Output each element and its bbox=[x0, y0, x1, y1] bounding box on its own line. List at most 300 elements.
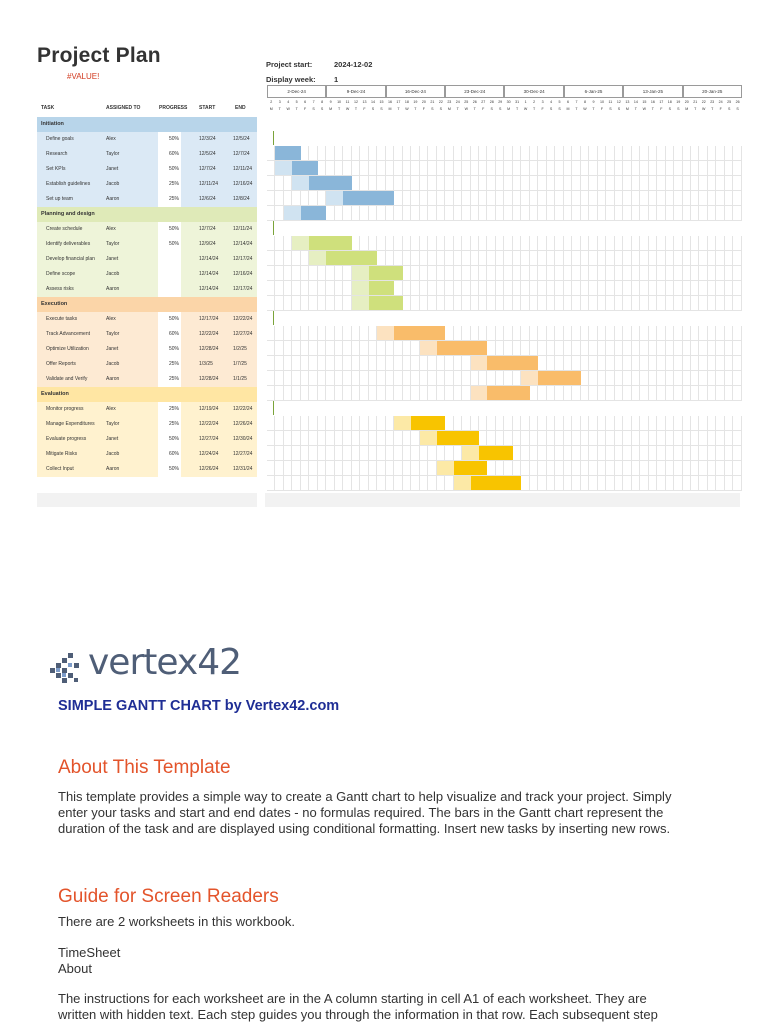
gantt-day-cell[interactable] bbox=[496, 281, 504, 296]
gantt-day-cell[interactable] bbox=[581, 461, 589, 476]
gantt-day-cell[interactable] bbox=[623, 446, 631, 461]
gantt-day-cell[interactable] bbox=[649, 191, 657, 206]
task-row[interactable] bbox=[37, 252, 257, 268]
gantt-day-cell[interactable] bbox=[377, 476, 385, 491]
gantt-day-cell[interactable] bbox=[572, 266, 580, 281]
gantt-day-cell[interactable] bbox=[445, 251, 453, 266]
gantt-day-cell[interactable] bbox=[428, 476, 436, 491]
gantt-day-cell[interactable] bbox=[555, 176, 563, 191]
task-name[interactable]: Establish guidelines bbox=[46, 181, 91, 187]
gantt-day-cell[interactable] bbox=[479, 191, 487, 206]
task-end-date[interactable]: 1/1/25 bbox=[233, 376, 247, 382]
gantt-day-cell[interactable] bbox=[581, 191, 589, 206]
gantt-day-cell[interactable] bbox=[301, 461, 309, 476]
gantt-day-cell[interactable] bbox=[386, 206, 394, 221]
gantt-day-cell[interactable] bbox=[615, 281, 623, 296]
gantt-day-cell[interactable] bbox=[275, 191, 283, 206]
gantt-day-cell[interactable] bbox=[454, 266, 462, 281]
gantt-day-cell[interactable] bbox=[699, 326, 707, 341]
gantt-day-cell[interactable] bbox=[267, 416, 275, 431]
gantt-day-cell[interactable] bbox=[598, 446, 606, 461]
gantt-day-cell[interactable] bbox=[623, 206, 631, 221]
gantt-day-cell[interactable] bbox=[352, 176, 360, 191]
gantt-day-cell[interactable] bbox=[369, 146, 377, 161]
gantt-day-cell[interactable] bbox=[725, 431, 733, 446]
gantt-day-cell[interactable] bbox=[708, 476, 716, 491]
gantt-day-cell[interactable] bbox=[623, 161, 631, 176]
gantt-day-cell[interactable] bbox=[538, 431, 546, 446]
gantt-day-cell[interactable] bbox=[666, 266, 674, 281]
gantt-day-cell[interactable] bbox=[369, 476, 377, 491]
gantt-day-cell[interactable] bbox=[733, 236, 741, 251]
task-row[interactable] bbox=[37, 222, 257, 238]
task-start-date[interactable]: 12/11/24 bbox=[199, 181, 219, 187]
gantt-day-cell[interactable] bbox=[284, 296, 292, 311]
gantt-day-cell[interactable] bbox=[725, 206, 733, 221]
gantt-day-cell[interactable] bbox=[691, 161, 699, 176]
gantt-day-cell[interactable] bbox=[386, 341, 394, 356]
gantt-day-cell[interactable] bbox=[674, 446, 682, 461]
gantt-day-cell[interactable] bbox=[640, 281, 648, 296]
task-assignee[interactable]: Jacob bbox=[106, 361, 120, 367]
gantt-day-cell[interactable] bbox=[547, 251, 555, 266]
task-assignee[interactable]: Janet bbox=[106, 256, 119, 262]
gantt-day-cell[interactable] bbox=[352, 341, 360, 356]
gantt-day-cell[interactable] bbox=[716, 461, 724, 476]
task-progress[interactable]: 50% bbox=[158, 162, 181, 177]
gantt-day-cell[interactable] bbox=[352, 356, 360, 371]
task-assignee[interactable]: Jacob bbox=[106, 271, 120, 277]
gantt-day-cell[interactable] bbox=[377, 356, 385, 371]
phase-row[interactable] bbox=[37, 207, 257, 222]
gantt-day-cell[interactable] bbox=[598, 326, 606, 341]
gantt-day-cell[interactable] bbox=[699, 476, 707, 491]
gantt-day-cell[interactable] bbox=[386, 446, 394, 461]
gantt-day-cell[interactable] bbox=[572, 446, 580, 461]
gantt-day-cell[interactable] bbox=[615, 461, 623, 476]
gantt-day-cell[interactable] bbox=[411, 176, 419, 191]
gantt-day-cell[interactable] bbox=[301, 326, 309, 341]
gantt-day-cell[interactable] bbox=[564, 281, 572, 296]
gantt-day-cell[interactable] bbox=[377, 461, 385, 476]
gantt-day-cell[interactable] bbox=[471, 251, 479, 266]
gantt-day-cell[interactable] bbox=[386, 371, 394, 386]
gantt-day-cell[interactable] bbox=[275, 326, 283, 341]
gantt-day-cell[interactable] bbox=[649, 236, 657, 251]
gantt-day-cell[interactable] bbox=[352, 446, 360, 461]
gantt-day-cell[interactable] bbox=[666, 371, 674, 386]
gantt-day-cell[interactable] bbox=[428, 281, 436, 296]
gantt-day-cell[interactable] bbox=[674, 206, 682, 221]
gantt-day-cell[interactable] bbox=[674, 326, 682, 341]
gantt-day-cell[interactable] bbox=[267, 386, 275, 401]
gantt-day-cell[interactable] bbox=[564, 341, 572, 356]
task-start-date[interactable]: 12/19/24 bbox=[199, 406, 219, 412]
gantt-day-cell[interactable] bbox=[699, 341, 707, 356]
gantt-day-cell[interactable] bbox=[504, 416, 512, 431]
gantt-day-cell[interactable] bbox=[267, 341, 275, 356]
gantt-task-bar[interactable] bbox=[309, 236, 351, 250]
gantt-day-cell[interactable] bbox=[369, 326, 377, 341]
gantt-day-cell[interactable] bbox=[725, 176, 733, 191]
gantt-day-cell[interactable] bbox=[513, 176, 521, 191]
gantt-day-cell[interactable] bbox=[572, 161, 580, 176]
gantt-day-cell[interactable] bbox=[725, 146, 733, 161]
gantt-day-cell[interactable] bbox=[581, 251, 589, 266]
gantt-day-cell[interactable] bbox=[649, 326, 657, 341]
gantt-day-cell[interactable] bbox=[589, 191, 597, 206]
task-row[interactable] bbox=[37, 447, 257, 463]
gantt-day-cell[interactable] bbox=[496, 191, 504, 206]
gantt-day-cell[interactable] bbox=[657, 476, 665, 491]
gantt-day-cell[interactable] bbox=[581, 431, 589, 446]
task-end-date[interactable]: 12/17/24 bbox=[233, 286, 253, 292]
gantt-day-cell[interactable] bbox=[437, 356, 445, 371]
gantt-day-cell[interactable] bbox=[462, 266, 470, 281]
gantt-day-cell[interactable] bbox=[369, 206, 377, 221]
gantt-day-cell[interactable] bbox=[292, 266, 300, 281]
gantt-day-cell[interactable] bbox=[521, 161, 529, 176]
gantt-day-cell[interactable] bbox=[708, 371, 716, 386]
gantt-day-cell[interactable] bbox=[598, 176, 606, 191]
gantt-day-cell[interactable] bbox=[666, 341, 674, 356]
task-progress[interactable]: 50% bbox=[158, 432, 181, 447]
gantt-day-cell[interactable] bbox=[403, 356, 411, 371]
gantt-day-cell[interactable] bbox=[352, 206, 360, 221]
gantt-day-cell[interactable] bbox=[487, 206, 495, 221]
gantt-day-cell[interactable] bbox=[377, 446, 385, 461]
gantt-day-cell[interactable] bbox=[403, 161, 411, 176]
gantt-day-cell[interactable] bbox=[530, 161, 538, 176]
gantt-day-cell[interactable] bbox=[445, 266, 453, 281]
gantt-day-cell[interactable] bbox=[513, 341, 521, 356]
task-name[interactable]: Assess risks bbox=[46, 286, 74, 292]
gantt-day-cell[interactable] bbox=[657, 371, 665, 386]
gantt-day-cell[interactable] bbox=[394, 356, 402, 371]
gantt-day-cell[interactable] bbox=[411, 461, 419, 476]
gantt-day-cell[interactable] bbox=[716, 206, 724, 221]
gantt-day-cell[interactable] bbox=[716, 446, 724, 461]
gantt-day-cell[interactable] bbox=[513, 281, 521, 296]
gantt-day-cell[interactable] bbox=[377, 431, 385, 446]
gantt-day-cell[interactable] bbox=[555, 476, 563, 491]
gantt-day-cell[interactable] bbox=[521, 341, 529, 356]
gantt-day-cell[interactable] bbox=[598, 206, 606, 221]
gantt-day-cell[interactable] bbox=[716, 191, 724, 206]
gantt-day-cell[interactable] bbox=[267, 431, 275, 446]
gantt-day-cell[interactable] bbox=[699, 296, 707, 311]
gantt-day-cell[interactable] bbox=[564, 386, 572, 401]
gantt-day-cell[interactable] bbox=[504, 461, 512, 476]
gantt-day-cell[interactable] bbox=[564, 446, 572, 461]
gantt-day-cell[interactable] bbox=[666, 326, 674, 341]
gantt-day-cell[interactable] bbox=[598, 281, 606, 296]
gantt-day-cell[interactable] bbox=[699, 416, 707, 431]
gantt-day-cell[interactable] bbox=[555, 251, 563, 266]
gantt-day-cell[interactable] bbox=[318, 191, 326, 206]
gantt-day-cell[interactable] bbox=[530, 386, 538, 401]
gantt-day-cell[interactable] bbox=[547, 176, 555, 191]
gantt-day-cell[interactable] bbox=[343, 146, 351, 161]
gantt-day-cell[interactable] bbox=[318, 341, 326, 356]
gantt-day-cell[interactable] bbox=[292, 281, 300, 296]
gantt-task-bar[interactable] bbox=[394, 326, 445, 340]
gantt-day-cell[interactable] bbox=[589, 296, 597, 311]
gantt-day-cell[interactable] bbox=[683, 386, 691, 401]
gantt-day-cell[interactable] bbox=[360, 161, 368, 176]
gantt-day-cell[interactable] bbox=[292, 356, 300, 371]
gantt-day-cell[interactable] bbox=[547, 146, 555, 161]
gantt-day-cell[interactable] bbox=[504, 341, 512, 356]
gantt-day-cell[interactable] bbox=[674, 191, 682, 206]
gantt-day-cell[interactable] bbox=[674, 356, 682, 371]
gantt-day-cell[interactable] bbox=[275, 281, 283, 296]
task-end-date[interactable]: 12/5/24 bbox=[233, 136, 250, 142]
gantt-day-cell[interactable] bbox=[504, 431, 512, 446]
gantt-day-cell[interactable] bbox=[318, 146, 326, 161]
gantt-day-cell[interactable] bbox=[360, 371, 368, 386]
gantt-day-cell[interactable] bbox=[437, 296, 445, 311]
gantt-day-cell[interactable] bbox=[547, 236, 555, 251]
gantt-day-cell[interactable] bbox=[589, 476, 597, 491]
gantt-day-cell[interactable] bbox=[640, 476, 648, 491]
gantt-day-cell[interactable] bbox=[454, 161, 462, 176]
gantt-day-cell[interactable] bbox=[309, 356, 317, 371]
gantt-day-cell[interactable] bbox=[386, 356, 394, 371]
task-end-date[interactable]: 12/16/24 bbox=[233, 271, 253, 277]
gantt-day-cell[interactable] bbox=[360, 236, 368, 251]
gantt-day-cell[interactable] bbox=[666, 236, 674, 251]
gantt-day-cell[interactable] bbox=[513, 206, 521, 221]
gantt-day-cell[interactable] bbox=[275, 236, 283, 251]
gantt-day-cell[interactable] bbox=[547, 326, 555, 341]
gantt-day-cell[interactable] bbox=[428, 236, 436, 251]
gantt-day-cell[interactable] bbox=[632, 281, 640, 296]
gantt-day-cell[interactable] bbox=[292, 371, 300, 386]
task-assignee[interactable]: Janet bbox=[106, 436, 119, 442]
gantt-day-cell[interactable] bbox=[504, 251, 512, 266]
gantt-day-cell[interactable] bbox=[326, 371, 334, 386]
task-end-date[interactable]: 12/7/24 bbox=[233, 151, 250, 157]
gantt-day-cell[interactable] bbox=[403, 431, 411, 446]
gantt-task-bar[interactable] bbox=[538, 371, 580, 385]
gantt-day-cell[interactable] bbox=[487, 371, 495, 386]
gantt-day-cell[interactable] bbox=[589, 461, 597, 476]
task-name[interactable]: Offer Reports bbox=[46, 361, 76, 367]
gantt-day-cell[interactable] bbox=[530, 476, 538, 491]
gantt-day-cell[interactable] bbox=[284, 266, 292, 281]
gantt-day-cell[interactable] bbox=[547, 386, 555, 401]
gantt-day-cell[interactable] bbox=[513, 446, 521, 461]
gantt-day-cell[interactable] bbox=[462, 206, 470, 221]
gantt-day-cell[interactable] bbox=[487, 266, 495, 281]
task-row[interactable] bbox=[37, 177, 257, 193]
gantt-day-cell[interactable] bbox=[606, 191, 614, 206]
gantt-day-cell[interactable] bbox=[326, 446, 334, 461]
gantt-day-cell[interactable] bbox=[615, 236, 623, 251]
gantt-day-cell[interactable] bbox=[632, 431, 640, 446]
gantt-day-cell[interactable] bbox=[666, 461, 674, 476]
gantt-day-cell[interactable] bbox=[699, 446, 707, 461]
gantt-day-cell[interactable] bbox=[640, 146, 648, 161]
gantt-day-cell[interactable] bbox=[445, 191, 453, 206]
gantt-day-cell[interactable] bbox=[403, 371, 411, 386]
gantt-day-cell[interactable] bbox=[318, 296, 326, 311]
gantt-day-cell[interactable] bbox=[674, 296, 682, 311]
gantt-day-cell[interactable] bbox=[445, 371, 453, 386]
task-progress[interactable]: 50% bbox=[158, 462, 181, 477]
gantt-day-cell[interactable] bbox=[318, 161, 326, 176]
gantt-day-cell[interactable] bbox=[581, 356, 589, 371]
gantt-day-cell[interactable] bbox=[301, 356, 309, 371]
gantt-day-cell[interactable] bbox=[267, 146, 275, 161]
gantt-day-cell[interactable] bbox=[683, 251, 691, 266]
task-row[interactable] bbox=[37, 147, 257, 163]
gantt-day-cell[interactable] bbox=[683, 281, 691, 296]
gantt-day-cell[interactable] bbox=[292, 296, 300, 311]
gantt-day-cell[interactable] bbox=[335, 431, 343, 446]
gantt-day-cell[interactable] bbox=[538, 191, 546, 206]
gantt-day-cell[interactable] bbox=[538, 356, 546, 371]
gantt-day-cell[interactable] bbox=[725, 356, 733, 371]
gantt-day-cell[interactable] bbox=[538, 176, 546, 191]
gantt-day-cell[interactable] bbox=[555, 266, 563, 281]
gantt-day-cell[interactable] bbox=[267, 326, 275, 341]
gantt-day-cell[interactable] bbox=[674, 281, 682, 296]
gantt-day-cell[interactable] bbox=[352, 476, 360, 491]
gantt-day-cell[interactable] bbox=[699, 266, 707, 281]
gantt-day-cell[interactable] bbox=[335, 341, 343, 356]
gantt-day-cell[interactable] bbox=[479, 416, 487, 431]
task-start-date[interactable]: 12/27/24 bbox=[199, 436, 219, 442]
gantt-day-cell[interactable] bbox=[606, 371, 614, 386]
gantt-day-cell[interactable] bbox=[623, 416, 631, 431]
gantt-day-cell[interactable] bbox=[657, 191, 665, 206]
gantt-day-cell[interactable] bbox=[615, 386, 623, 401]
phase-row[interactable] bbox=[37, 117, 257, 132]
gantt-day-cell[interactable] bbox=[564, 206, 572, 221]
gantt-day-cell[interactable] bbox=[683, 206, 691, 221]
gantt-day-cell[interactable] bbox=[657, 236, 665, 251]
task-progress[interactable]: 60% bbox=[158, 447, 181, 462]
gantt-day-cell[interactable] bbox=[716, 386, 724, 401]
gantt-day-cell[interactable] bbox=[496, 296, 504, 311]
gantt-day-cell[interactable] bbox=[352, 461, 360, 476]
gantt-day-cell[interactable] bbox=[420, 206, 428, 221]
gantt-day-cell[interactable] bbox=[606, 176, 614, 191]
gantt-day-cell[interactable] bbox=[326, 416, 334, 431]
gantt-day-cell[interactable] bbox=[564, 161, 572, 176]
gantt-day-cell[interactable] bbox=[386, 416, 394, 431]
gantt-day-cell[interactable] bbox=[640, 236, 648, 251]
gantt-day-cell[interactable] bbox=[343, 281, 351, 296]
gantt-day-cell[interactable] bbox=[454, 251, 462, 266]
gantt-day-cell[interactable] bbox=[403, 281, 411, 296]
gantt-day-cell[interactable] bbox=[564, 176, 572, 191]
gantt-day-cell[interactable] bbox=[666, 476, 674, 491]
display-week-value[interactable]: 1 bbox=[334, 75, 339, 84]
gantt-day-cell[interactable] bbox=[343, 431, 351, 446]
gantt-task-bar[interactable] bbox=[411, 416, 445, 430]
gantt-day-cell[interactable] bbox=[437, 371, 445, 386]
gantt-day-cell[interactable] bbox=[360, 206, 368, 221]
gantt-day-cell[interactable] bbox=[284, 476, 292, 491]
gantt-day-cell[interactable] bbox=[733, 386, 741, 401]
gantt-day-cell[interactable] bbox=[598, 431, 606, 446]
gantt-day-cell[interactable] bbox=[496, 431, 504, 446]
gantt-day-cell[interactable] bbox=[691, 146, 699, 161]
gantt-day-cell[interactable] bbox=[394, 206, 402, 221]
gantt-day-cell[interactable] bbox=[487, 161, 495, 176]
gantt-day-cell[interactable] bbox=[708, 251, 716, 266]
gantt-day-cell[interactable] bbox=[606, 236, 614, 251]
gantt-task-bar[interactable] bbox=[471, 476, 522, 490]
task-row[interactable] bbox=[37, 462, 257, 478]
gantt-day-cell[interactable] bbox=[606, 461, 614, 476]
gantt-day-cell[interactable] bbox=[547, 416, 555, 431]
gantt-day-cell[interactable] bbox=[589, 326, 597, 341]
gantt-day-cell[interactable] bbox=[623, 266, 631, 281]
gantt-day-cell[interactable] bbox=[437, 251, 445, 266]
gantt-day-cell[interactable] bbox=[708, 461, 716, 476]
gantt-day-cell[interactable] bbox=[428, 386, 436, 401]
gantt-day-cell[interactable] bbox=[538, 416, 546, 431]
gantt-day-cell[interactable] bbox=[538, 476, 546, 491]
gantt-day-cell[interactable] bbox=[708, 206, 716, 221]
gantt-day-cell[interactable] bbox=[666, 296, 674, 311]
gantt-day-cell[interactable] bbox=[716, 326, 724, 341]
gantt-day-cell[interactable] bbox=[318, 266, 326, 281]
gantt-day-cell[interactable] bbox=[394, 161, 402, 176]
gantt-day-cell[interactable] bbox=[335, 281, 343, 296]
gantt-day-cell[interactable] bbox=[691, 341, 699, 356]
gantt-day-cell[interactable] bbox=[598, 146, 606, 161]
gantt-day-cell[interactable] bbox=[275, 476, 283, 491]
gantt-day-cell[interactable] bbox=[394, 251, 402, 266]
gantt-day-cell[interactable] bbox=[377, 251, 385, 266]
gantt-day-cell[interactable] bbox=[454, 446, 462, 461]
gantt-day-cell[interactable] bbox=[708, 161, 716, 176]
task-assignee[interactable]: Aaron bbox=[106, 196, 120, 202]
gantt-day-cell[interactable] bbox=[309, 146, 317, 161]
gantt-day-cell[interactable] bbox=[394, 281, 402, 296]
gantt-day-cell[interactable] bbox=[309, 476, 317, 491]
gantt-day-cell[interactable] bbox=[420, 386, 428, 401]
gantt-day-cell[interactable] bbox=[386, 476, 394, 491]
task-assignee[interactable]: Aaron bbox=[106, 376, 120, 382]
gantt-day-cell[interactable] bbox=[657, 461, 665, 476]
gantt-day-cell[interactable] bbox=[521, 251, 529, 266]
gantt-day-cell[interactable] bbox=[292, 326, 300, 341]
gantt-day-cell[interactable] bbox=[683, 431, 691, 446]
gantt-day-cell[interactable] bbox=[403, 251, 411, 266]
gantt-day-cell[interactable] bbox=[564, 266, 572, 281]
gantt-day-cell[interactable] bbox=[301, 341, 309, 356]
task-assignee[interactable]: Janet bbox=[106, 166, 119, 172]
gantt-day-cell[interactable] bbox=[708, 281, 716, 296]
gantt-day-cell[interactable] bbox=[318, 371, 326, 386]
gantt-day-cell[interactable] bbox=[292, 341, 300, 356]
gantt-day-cell[interactable] bbox=[504, 371, 512, 386]
gantt-day-cell[interactable] bbox=[411, 296, 419, 311]
gantt-day-cell[interactable] bbox=[496, 176, 504, 191]
gantt-day-cell[interactable] bbox=[335, 446, 343, 461]
gantt-day-cell[interactable] bbox=[598, 356, 606, 371]
gantt-day-cell[interactable] bbox=[318, 416, 326, 431]
gantt-day-cell[interactable] bbox=[335, 326, 343, 341]
gantt-day-cell[interactable] bbox=[496, 341, 504, 356]
gantt-day-cell[interactable] bbox=[394, 431, 402, 446]
